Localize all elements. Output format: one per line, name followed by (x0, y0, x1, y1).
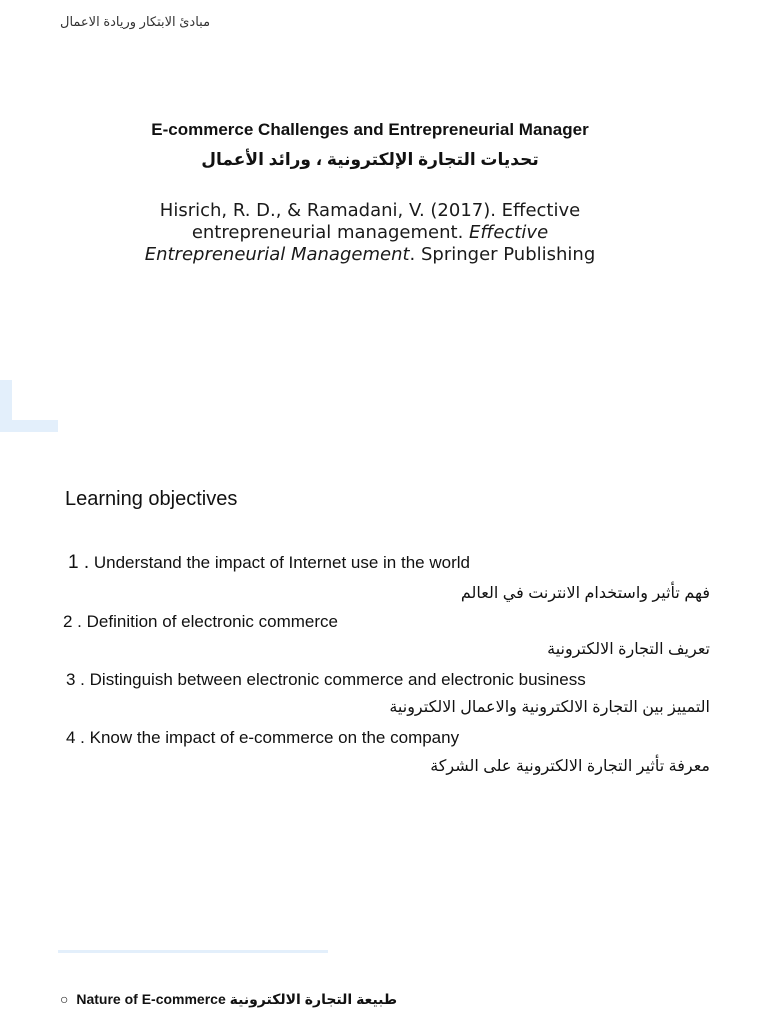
objective-2-text: Definition of electronic commerce (86, 612, 338, 631)
running-header: مبادئ الابتكار وريادة الاعمال (60, 14, 211, 29)
citation-authors: Hisrich, R. D., & Ramadani, V. (2017). Effective entrepreneurial management. (159, 200, 581, 243)
objective-3-english (66, 670, 586, 690)
decorative-corner-mark (0, 380, 58, 432)
objective-2-english (63, 612, 338, 632)
objective-1-arabic: فهم تأثير واستخدام الانترنت في العالم (460, 585, 710, 602)
footer-label-english: Nature of E-commerce (76, 991, 226, 1007)
learning-objectives-heading: Learning objectives (65, 488, 238, 510)
objective-4-english (66, 728, 459, 748)
objective-3-arabic: التمييز بين التجارة الالكترونية والاعمال الالكترونية (389, 699, 710, 716)
objective-1-english (68, 552, 470, 574)
objective-3-text: Distinguish between electronic commerce and electronic business (89, 670, 586, 689)
footer-bullet-item (60, 991, 397, 1008)
objective-3-number: 3 . (66, 670, 85, 689)
citation-book-title: Effective Entrepreneurial Management (144, 222, 549, 265)
objective-4-text: Know the impact of e-commerce on the company (89, 728, 460, 747)
objective-4-number: 4 . (66, 728, 85, 747)
objective-2-arabic: تعريف التجارة الالكترونية (547, 641, 710, 658)
objective-1-text: Understand the impact of Internet use in the world (93, 553, 470, 572)
objective-1-number: 1 . (68, 552, 90, 573)
section-divider (58, 950, 328, 953)
title-arabic: تحديات التجارة الإلكترونية ، ورائد الأعمال (201, 150, 539, 169)
citation-publisher: . Springer Publishing (409, 244, 596, 265)
citation (130, 200, 610, 266)
objective-4-arabic: معرفة تأثير التجارة الالكترونية على الشركة (430, 758, 710, 775)
circle-bullet-icon: ○ (60, 991, 69, 1007)
title-english: E-commerce Challenges and Entrepreneurial Manager (151, 120, 589, 139)
footer-label-arabic: طبيعة التجارة الالكترونية (229, 991, 398, 1007)
title-block (0, 120, 740, 170)
objective-2-number: 2 . (63, 612, 82, 631)
